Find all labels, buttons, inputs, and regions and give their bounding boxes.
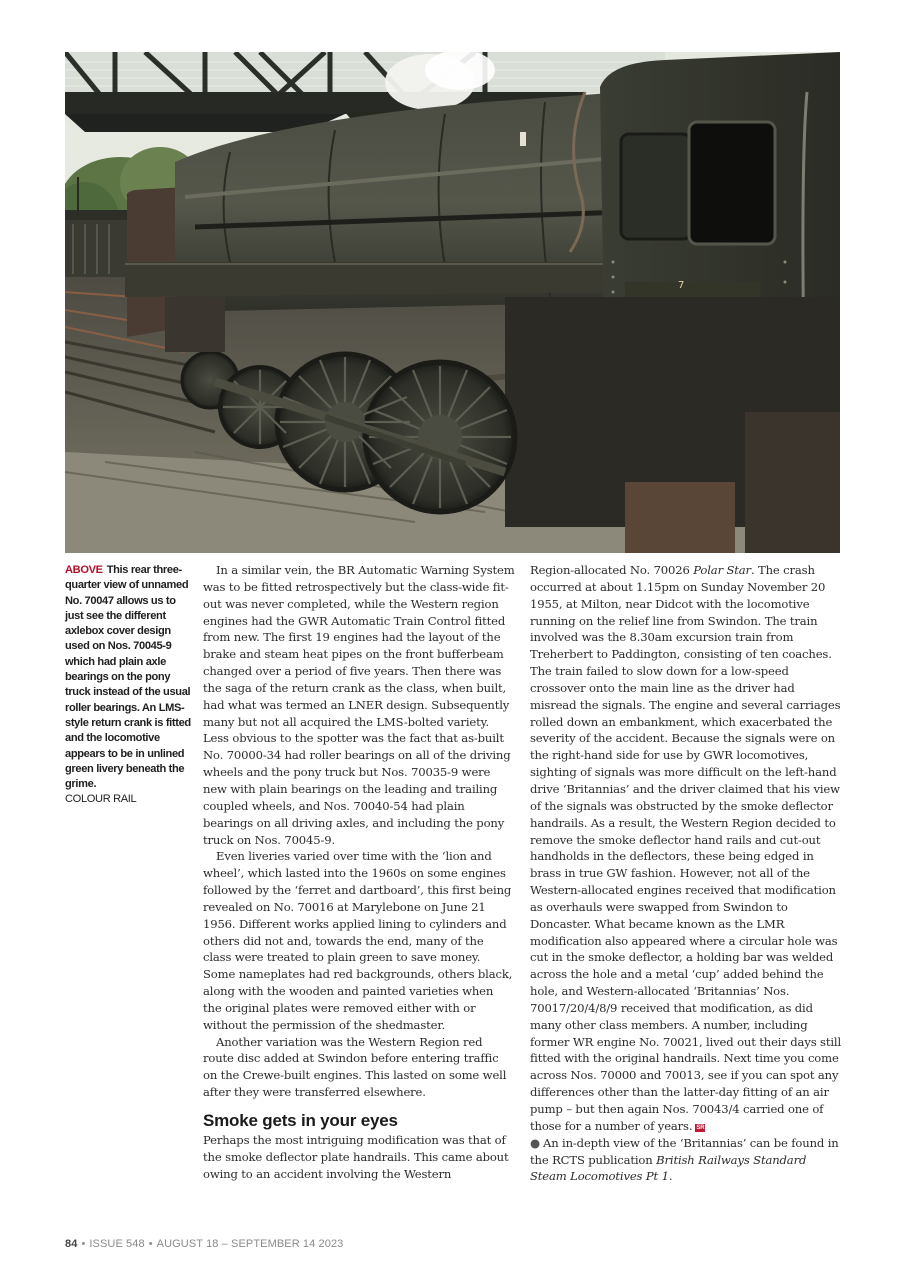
article-column-2	[530, 562, 842, 1185]
issue-number: ISSUE 548	[89, 1238, 145, 1250]
paragraph-liveries: Even liveries varied over time with the ‘lion and wheel’, which lasted into the 1960s on some engines followed by the ‘ferret and dartboard’, this first being revealed on No. 70016 at Marylebone on June 21 1956. Different works applied lining to cylinders and others did not and, towards the end, many of the class were treated to plain green to save money. Some nameplates had red backgrounds, others black, along with the wooden and painted varieties when the original plates were removed either with or without the permission of the shedmaster.	[203, 849, 513, 1032]
caption-kicker: ABOVE	[65, 564, 103, 576]
bullet-icon: ●	[530, 1135, 540, 1150]
loco-name-italic: Polar Star	[693, 563, 751, 577]
text-run: An in-depth view of the ‘Britannias’ can be found in the RCTS publication	[530, 1135, 839, 1167]
separator-dot: •	[148, 1238, 153, 1250]
cab-small-mark: 7	[678, 280, 685, 291]
separator-dot: •	[81, 1238, 86, 1250]
locomotive-illustration	[65, 52, 840, 553]
article-column-1	[203, 562, 515, 1183]
caption-text: This rear three-quarter view of unnamed No. 70047 allows us to just see the different axlebox cover design used on Nos. 70045-9 which had plain axle bearings on the pony truck instead of the usual roller bearings. An LMS-style return crank is fitted and the locomotive appears to be in unlined green livery beneath the grime.	[65, 564, 191, 791]
further-reading-note	[530, 1135, 842, 1186]
paragraph-accident	[530, 562, 842, 1135]
text-run: .	[668, 1169, 673, 1184]
text-run: Region-allocated No. 70026	[530, 563, 694, 577]
paragraph-route-disc: Another variation was the Western Region red route disc added at Swindon before entering traffic on the Crewe-built engines. This lasted on some well after they were transferred elsewhere.	[203, 1034, 507, 1100]
photo-caption	[65, 563, 191, 808]
locomotive-photo	[65, 52, 840, 553]
page-number: 84	[65, 1238, 78, 1250]
text-run: . The crash occurred at about 1.15pm on Sunday November 20 1955, at Milton, near Didcot with the locomotive running on the relief line from Swindon. The train involved was the 8.30am excursion train from Treherbert to Paddington, consisting of ten coaches. The train failed to slow down for a low-speed crossover onto the main line as the driver had misread the signals. The engine and several carriages rolled down an embankment, which exacerbated the severity of the accident. Because the signals were on the right-hand side for use by GWR locomotives, sighting of signals was more difficult on the left-hand drive ‘Britannias’ and the driver claimed that his view of the signals was obstructed by the smoke deflector handrails. As a result, the Western Region decided to remove the smoke deflector hand rails and cut-out handholds in the deflectors, these being edged in brass in true GW fashion. However, not all of the Western-allocated engines received that modification as overhauls were swapped from Swindon to Doncaster. What became known as the LMR modification also appeared where a circular hole was cut in the smoke deflector, a holding bar was welded across the hole and a metal ‘cup’ added behind the hole, and Western-allocated ‘Britannias’ Nos. 70017/20/4/8/9 received that modification, as did many other class members. A number, including former WR engine No. 70021, lived out their days still fitted with the original handrails. Next time you come across Nos. 70000 and 70013, see if you can spot any differences other than the latter-day fitting of an air pump – but then again Nos. 70043/4 carried one of those for a number of years.	[530, 563, 842, 1133]
photo-credit: COLOUR RAIL	[65, 793, 137, 806]
issue-dates: AUGUST 18 – SEPTEMBER 14 2023	[156, 1238, 344, 1250]
section-subheading: Smoke gets in your eyes	[203, 1111, 398, 1130]
page-footer	[65, 1238, 343, 1250]
paragraph-smoke-deflector: Perhaps the most intriguing modification was that of the smoke deflector plate handrails. This came about owing to an accident involving the Western	[203, 1133, 509, 1181]
publication-title: British Railways Standard Steam Locomotives Pt 1	[530, 1152, 807, 1184]
paragraph-awS: In a similar vein, the BR Automatic Warning System was to be fitted retrospectively but the class-wide fit-out was never completed, while the Western region engines had the GWR Automatic Train Control fitted from new. The first 19 engines had the layout of the brake and steam heat pipes on the front bufferbeam changed over a period of five years. Then there was the saga of the return crank as the class, when built, had what was termed an LNER design. Subsequently many but not all acquired the LMS-bolted variety. Less obvious to the spotter was the fact that as-built No. 70000-34 had roller bearings on all of the driving wheels and the pony truck but Nos. 70035-9 were new with plain bearings on the leading and trailing coupled wheels, and Nos. 70040-54 had plain bearings on all driving axles, and including the pony truck on Nos. 70045-9.	[203, 563, 515, 847]
end-of-article-mark-icon: SR	[696, 1124, 705, 1131]
